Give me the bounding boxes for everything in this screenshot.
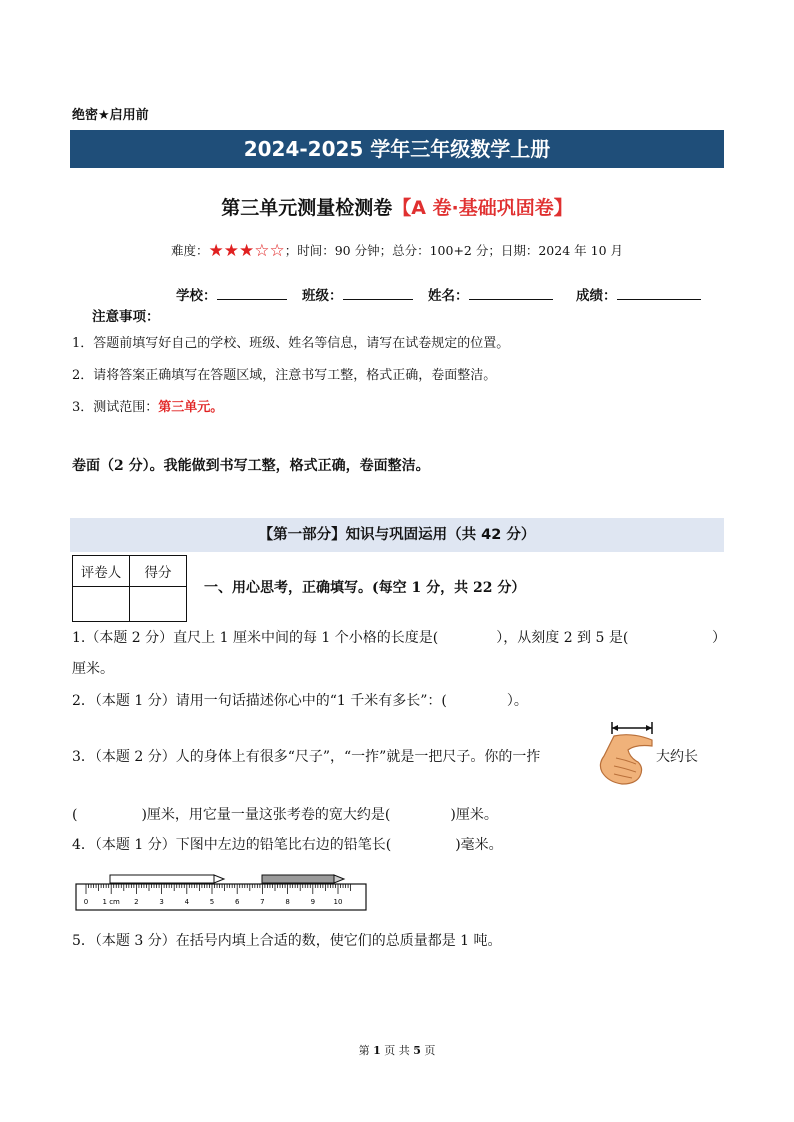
subtitle-tag: 【A 卷·基础巩固卷】 <box>392 197 573 219</box>
grader-label: 评卷人 <box>73 556 130 587</box>
footer-total-pages: 5 <box>413 1044 421 1057</box>
ruler-label: 0 <box>83 898 89 906</box>
score-cell[interactable] <box>130 587 187 622</box>
star-filled-icon: ★★★ <box>208 241 255 261</box>
q1-text-b: ），从刻度 2 到 5 是( <box>496 630 629 646</box>
q3-text-d: )厘米，用它量一量这张考卷的宽大约是( <box>141 807 391 823</box>
subtitle-main: 第三单元测量检测卷 <box>221 197 393 219</box>
ruler-label: 8 <box>285 898 290 906</box>
section1-heading: 一、用心思考，正确填写。(每空 1 分，共 22 分） <box>204 580 526 596</box>
footer-text-3: 页 <box>424 1044 436 1057</box>
score-field <box>576 284 701 304</box>
note-item-3 <box>72 396 223 415</box>
question-1 <box>72 627 628 647</box>
question-3-line2 <box>72 804 498 824</box>
score-label: 成绩： <box>576 288 617 304</box>
q3-text-c: ( <box>72 807 78 823</box>
note-item-1: 1．答题前填写好自己的学校、班级、姓名等信息，请写在试卷规定的位置。 <box>72 336 510 351</box>
q1-close-paren: ） <box>712 630 726 646</box>
grader-cell[interactable] <box>73 587 130 622</box>
school-blank[interactable] <box>217 285 287 300</box>
ruler-label: 1 cm <box>102 898 120 906</box>
part1-title: 【第一部分】知识与巩固运用（共 42 分） <box>70 518 724 552</box>
class-label: 班级： <box>302 288 343 304</box>
confidential-label: 绝密★启用前 <box>72 108 149 123</box>
page-footer <box>0 1042 794 1058</box>
ruler-label: 4 <box>184 898 190 906</box>
difficulty-label: 难度： <box>170 243 209 258</box>
grader-table <box>72 555 187 622</box>
hand-span-icon <box>592 718 656 790</box>
right-pencil <box>262 875 344 883</box>
exam-title: 2024-2025 学年三年级数学上册 <box>70 130 724 168</box>
footer-page-number: 1 <box>373 1044 381 1057</box>
notes-heading: 注意事项： <box>92 309 160 325</box>
difficulty-stars <box>209 241 285 261</box>
note-item-3-prefix: 3．测试范围： <box>72 400 159 415</box>
exam-subtitle <box>0 193 794 220</box>
class-blank[interactable] <box>343 285 413 300</box>
ruler-label: 2 <box>134 898 139 906</box>
question-3 <box>72 746 540 766</box>
class-field <box>302 284 413 304</box>
name-blank[interactable] <box>469 285 553 300</box>
ruler-label: 3 <box>159 898 164 906</box>
ruler-label: 5 <box>209 898 215 906</box>
name-field <box>428 284 553 304</box>
q2-text-a: 2．（本题 1 分）请用一句话描述你心中的“1 千米有多长”：( <box>72 693 447 709</box>
name-label: 姓名： <box>428 288 469 304</box>
q4-text-a: 4．（本题 1 分）下图中左边的铅笔比右边的铅笔长( <box>72 837 392 853</box>
q2-text-b: ）。 <box>506 693 528 709</box>
question-5: 5．（本题 3 分）在括号内填上合适的数，使它们的总质量都是 1 吨。 <box>72 933 502 949</box>
note-item-2: 2．请将答案正确填写在答题区域，注意书写工整，格式正确，卷面整洁。 <box>72 368 497 383</box>
exam-meta <box>0 241 794 261</box>
question-4 <box>72 834 503 854</box>
school-label: 学校： <box>176 288 217 304</box>
q1-text-a: 1.（本题 2 分）直尺上 1 厘米中间的每 1 个小格的长度是( <box>72 630 439 646</box>
q1-unit: 厘米。 <box>72 661 114 677</box>
score-blank[interactable] <box>617 285 701 300</box>
footer-text-2: 页 共 <box>384 1044 410 1057</box>
ruler-label: 6 <box>234 898 240 906</box>
score-header: 得分 <box>130 556 187 587</box>
neatness-statement: 卷面（2 分）。我能做到书写工整，格式正确，卷面整洁。 <box>72 458 430 474</box>
school-field <box>176 284 287 304</box>
q3-text-b: 大约长 <box>656 749 698 765</box>
q4-text-b: )毫米。 <box>455 837 503 853</box>
ruler-label: 7 <box>260 898 265 906</box>
note-item-3-value: 第三单元。 <box>158 400 224 415</box>
star-empty-icon: ☆☆ <box>254 241 285 261</box>
question-2 <box>72 690 528 710</box>
ruler-label: 9 <box>310 898 316 906</box>
meta-details: ；时间：90 分钟；总分：100+2 分；日期：2024 年 10 月 <box>284 243 623 258</box>
q3-text-a: 3．（本题 2 分）人的身体上有很多“尺子”，“一拃”就是一把尺子。你的一拃 <box>72 749 541 765</box>
ruler-figure <box>74 866 374 916</box>
footer-text-1: 第 <box>358 1044 370 1057</box>
q3-text-e: )厘米。 <box>450 807 498 823</box>
ruler-label: 10 <box>333 898 343 906</box>
